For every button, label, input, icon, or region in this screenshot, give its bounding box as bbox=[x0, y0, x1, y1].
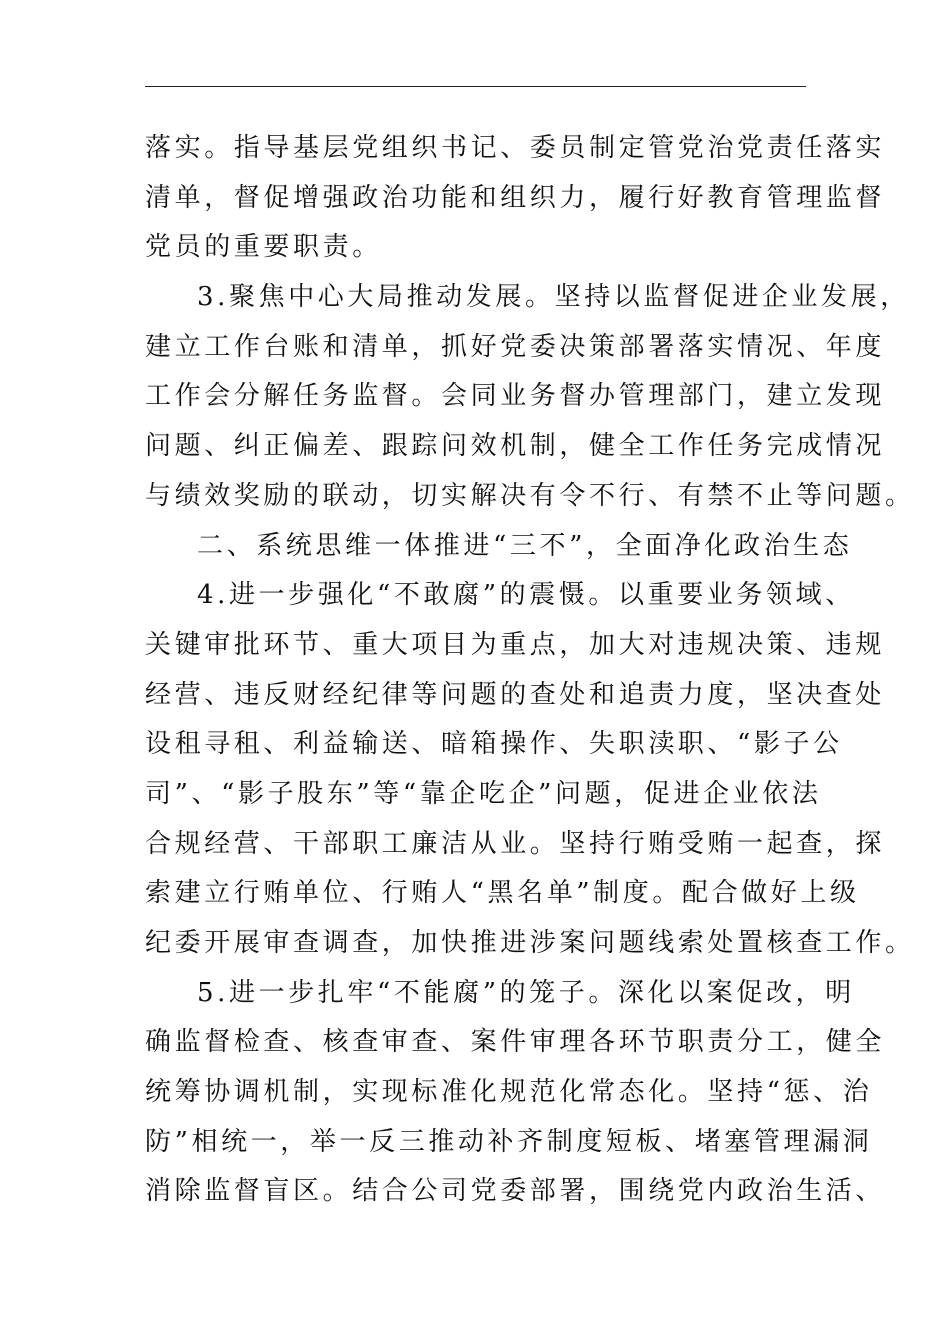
paragraph-line: 党员的重要职责。 bbox=[145, 232, 382, 263]
paragraph-first-line: 5.进一步扎牢“不能腐”的笼子。深化以案促改，明 bbox=[197, 977, 855, 1008]
paragraph-line: 设租寻租、利益输送、暗箱操作、失职渎职、“影子公 bbox=[145, 729, 843, 760]
paragraph-line: 工作会分解任务监督。会同业务督办管理部门，建立发现 bbox=[145, 381, 886, 412]
document-body bbox=[145, 124, 915, 1217]
header-rule bbox=[145, 86, 806, 87]
paragraph-line: 经营、违反财经纪律等问题的查处和追责力度，坚决查处 bbox=[145, 679, 886, 710]
paragraph-line: 防”相统一，举一反三推动补齐制度短板、堵塞管理漏洞 bbox=[145, 1126, 873, 1157]
paragraph-line: 与绩效奖励的联动，切实解决有令不行、有禁不止等问题。 bbox=[145, 480, 915, 511]
paragraph-line: 问题、纠正偏差、跟踪问效机制，健全工作任务完成情况 bbox=[145, 431, 886, 462]
paragraph-line: 统筹协调机制，实现标准化规范化常态化。坚持“惩、治 bbox=[145, 1077, 873, 1108]
paragraph-line: 落实。指导基层党组织书记、委员制定管党治党责任落实 bbox=[145, 133, 886, 163]
paragraph-line: 司”、“影子股东”等“靠企吃企”问题，促进企业依法 bbox=[145, 778, 822, 809]
paragraph-first-line: 二、系统思维一体推进“三不”，全面净化政治生态 bbox=[197, 530, 853, 561]
paragraph-line: 合规经营、干部职工廉洁从业。坚持行贿受贿一起查，探 bbox=[145, 828, 886, 859]
paragraph-line: 关键审批环节、重大项目为重点，加大对违规决策、违规 bbox=[145, 629, 886, 660]
paragraph-line: 纪委开展审查调查，加快推进涉案问题线索处置核查工作。 bbox=[145, 928, 915, 958]
paragraph-line: 清单，督促增强政治功能和组织力，履行好教育管理监督 bbox=[145, 182, 886, 213]
paragraph-line: 建立工作台账和清单，抓好党委决策部署落实情况、年度 bbox=[145, 331, 886, 362]
paragraph-first-line: 3.聚焦中心大局推动发展。坚持以监督促进企业发展， bbox=[197, 282, 910, 313]
paragraph-first-line: 4.进一步强化“不敢腐”的震慑。以重要业务领域、 bbox=[197, 580, 855, 611]
paragraph-line: 确监督检查、核查审查、案件审理各环节职责分工，健全 bbox=[145, 1027, 886, 1058]
paragraph-line: 消除监督盲区。结合公司党委部署，围绕党内政治生活、 bbox=[145, 1176, 886, 1207]
paragraph-line: 索建立行贿单位、行贿人“黑名单”制度。配合做好上级 bbox=[145, 878, 860, 909]
